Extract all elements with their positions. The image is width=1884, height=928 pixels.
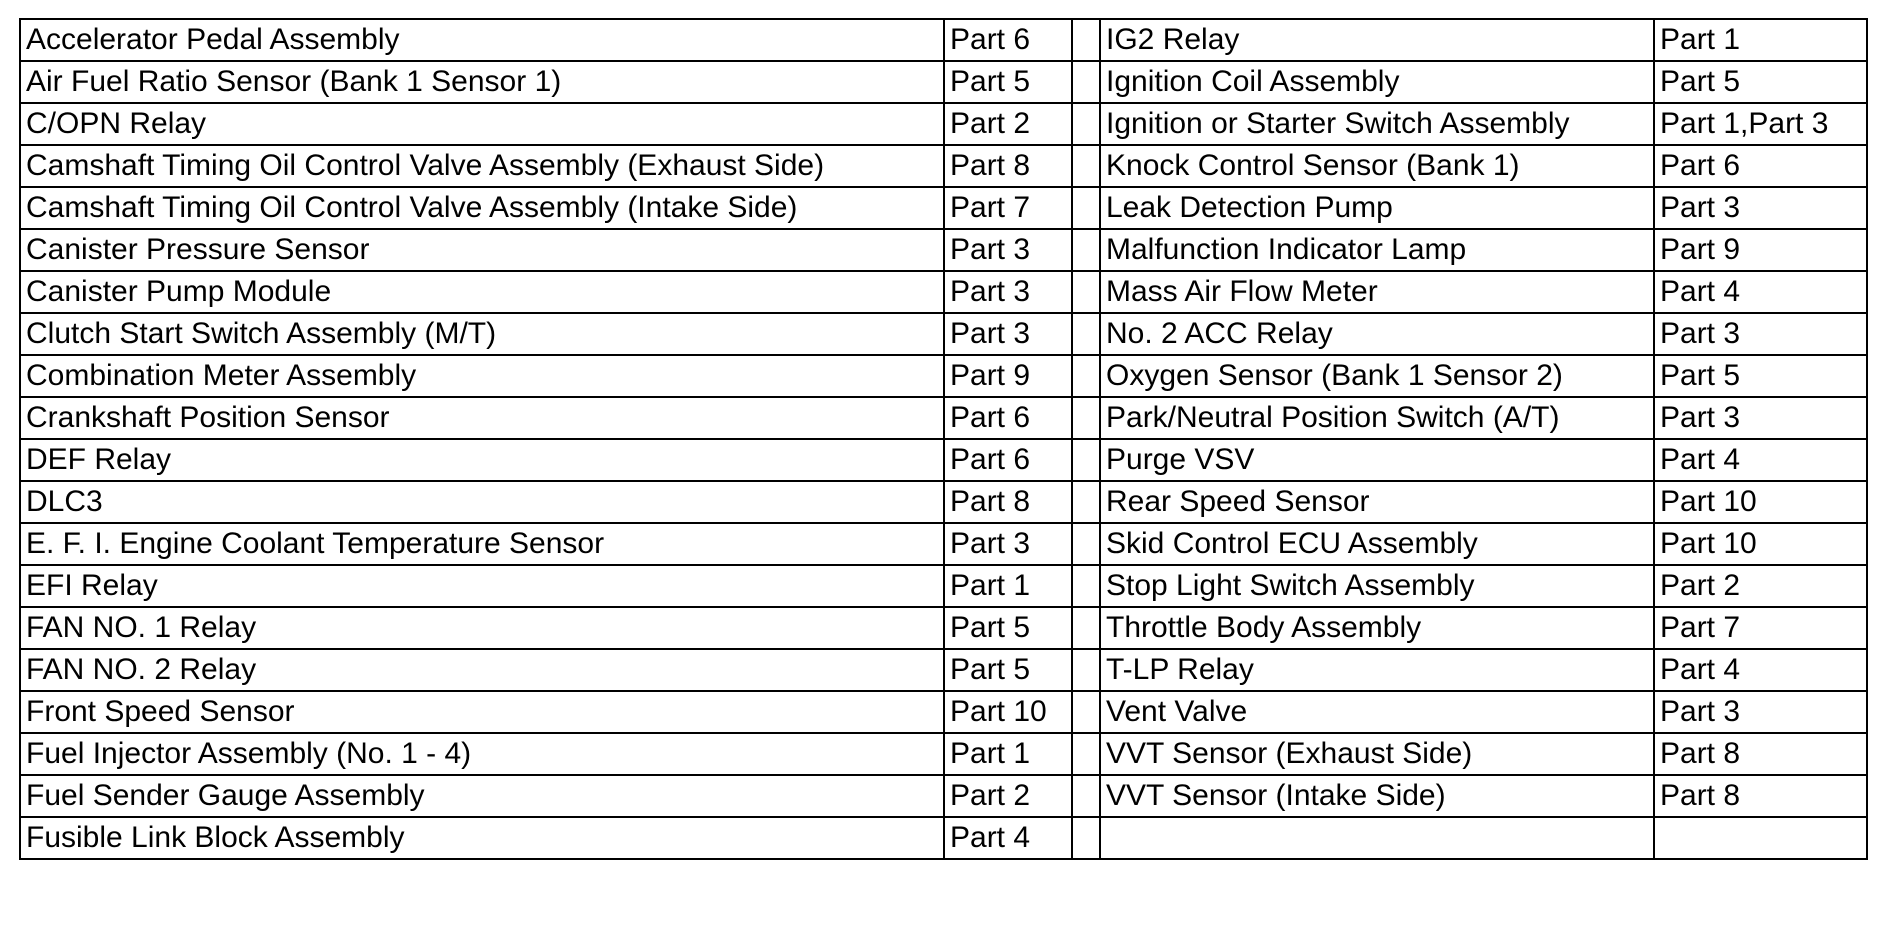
table-row <box>20 523 1867 565</box>
right-part-ref: Part 10 <box>1654 523 1867 565</box>
table-body <box>20 19 1867 859</box>
right-part-ref: Part 5 <box>1654 61 1867 103</box>
left-part-ref: Part 3 <box>944 271 1072 313</box>
left-part-ref: Part 2 <box>944 775 1072 817</box>
column-gap <box>1072 817 1100 859</box>
right-component-name: Vent Valve <box>1100 691 1654 733</box>
column-gap <box>1072 733 1100 775</box>
table-row <box>20 691 1867 733</box>
left-part-ref: Part 1 <box>944 733 1072 775</box>
right-component-name: Malfunction Indicator Lamp <box>1100 229 1654 271</box>
table-row <box>20 775 1867 817</box>
left-part-ref: Part 6 <box>944 397 1072 439</box>
table-row <box>20 565 1867 607</box>
left-component-name: Fusible Link Block Assembly <box>20 817 944 859</box>
left-component-name: Accelerator Pedal Assembly <box>20 19 944 61</box>
right-part-ref: Part 7 <box>1654 607 1867 649</box>
left-part-ref: Part 7 <box>944 187 1072 229</box>
left-component-name: Clutch Start Switch Assembly (M/T) <box>20 313 944 355</box>
table-row <box>20 229 1867 271</box>
column-gap <box>1072 187 1100 229</box>
table-row <box>20 481 1867 523</box>
left-part-ref: Part 3 <box>944 313 1072 355</box>
column-gap <box>1072 397 1100 439</box>
column-gap <box>1072 775 1100 817</box>
left-component-name: Camshaft Timing Oil Control Valve Assembly (Intake Side) <box>20 187 944 229</box>
right-part-ref: Part 3 <box>1654 397 1867 439</box>
left-part-ref: Part 5 <box>944 61 1072 103</box>
left-component-name: Fuel Injector Assembly (No. 1 - 4) <box>20 733 944 775</box>
table-row <box>20 187 1867 229</box>
right-component-name: Knock Control Sensor (Bank 1) <box>1100 145 1654 187</box>
table-row <box>20 103 1867 145</box>
component-index-table <box>19 18 1868 860</box>
column-gap <box>1072 607 1100 649</box>
right-component-name: Stop Light Switch Assembly <box>1100 565 1654 607</box>
column-gap <box>1072 61 1100 103</box>
right-component-name: No. 2 ACC Relay <box>1100 313 1654 355</box>
right-component-name: VVT Sensor (Intake Side) <box>1100 775 1654 817</box>
column-gap <box>1072 523 1100 565</box>
column-gap <box>1072 691 1100 733</box>
left-part-ref: Part 1 <box>944 565 1072 607</box>
table-row <box>20 649 1867 691</box>
left-part-ref: Part 3 <box>944 523 1072 565</box>
right-component-name: Leak Detection Pump <box>1100 187 1654 229</box>
right-part-ref: Part 3 <box>1654 691 1867 733</box>
right-part-ref: Part 10 <box>1654 481 1867 523</box>
right-component-name: Rear Speed Sensor <box>1100 481 1654 523</box>
column-gap <box>1072 649 1100 691</box>
left-part-ref: Part 3 <box>944 229 1072 271</box>
right-component-name: Mass Air Flow Meter <box>1100 271 1654 313</box>
left-part-ref: Part 8 <box>944 145 1072 187</box>
column-gap <box>1072 271 1100 313</box>
right-part-ref: Part 3 <box>1654 313 1867 355</box>
left-part-ref: Part 8 <box>944 481 1072 523</box>
left-part-ref: Part 5 <box>944 607 1072 649</box>
right-part-ref: Part 5 <box>1654 355 1867 397</box>
column-gap <box>1072 565 1100 607</box>
left-part-ref: Part 5 <box>944 649 1072 691</box>
right-part-ref: Part 1 <box>1654 19 1867 61</box>
right-part-ref: Part 2 <box>1654 565 1867 607</box>
left-part-ref: Part 6 <box>944 19 1072 61</box>
column-gap <box>1072 229 1100 271</box>
right-part-ref: Part 4 <box>1654 649 1867 691</box>
right-component-name: IG2 Relay <box>1100 19 1654 61</box>
column-gap <box>1072 481 1100 523</box>
right-component-name: T-LP Relay <box>1100 649 1654 691</box>
left-component-name: Canister Pump Module <box>20 271 944 313</box>
left-component-name: Combination Meter Assembly <box>20 355 944 397</box>
table-row <box>20 817 1867 859</box>
right-component-name <box>1100 817 1654 859</box>
right-component-name: Ignition or Starter Switch Assembly <box>1100 103 1654 145</box>
right-part-ref: Part 9 <box>1654 229 1867 271</box>
left-part-ref: Part 9 <box>944 355 1072 397</box>
left-component-name: EFI Relay <box>20 565 944 607</box>
right-component-name: Oxygen Sensor (Bank 1 Sensor 2) <box>1100 355 1654 397</box>
column-gap <box>1072 103 1100 145</box>
table-row <box>20 313 1867 355</box>
right-part-ref: Part 8 <box>1654 775 1867 817</box>
left-component-name: FAN NO. 1 Relay <box>20 607 944 649</box>
left-component-name: FAN NO. 2 Relay <box>20 649 944 691</box>
right-component-name: Skid Control ECU Assembly <box>1100 523 1654 565</box>
right-part-ref: Part 6 <box>1654 145 1867 187</box>
left-component-name: DEF Relay <box>20 439 944 481</box>
left-part-ref: Part 10 <box>944 691 1072 733</box>
table-row <box>20 145 1867 187</box>
column-gap <box>1072 19 1100 61</box>
right-part-ref: Part 3 <box>1654 187 1867 229</box>
left-component-name: Air Fuel Ratio Sensor (Bank 1 Sensor 1) <box>20 61 944 103</box>
right-component-name: Purge VSV <box>1100 439 1654 481</box>
right-component-name: VVT Sensor (Exhaust Side) <box>1100 733 1654 775</box>
table-row <box>20 355 1867 397</box>
left-component-name: DLC3 <box>20 481 944 523</box>
right-part-ref: Part 4 <box>1654 271 1867 313</box>
table-row <box>20 733 1867 775</box>
right-component-name: Ignition Coil Assembly <box>1100 61 1654 103</box>
column-gap <box>1072 145 1100 187</box>
table-row <box>20 19 1867 61</box>
left-component-name: C/OPN Relay <box>20 103 944 145</box>
right-part-ref: Part 4 <box>1654 439 1867 481</box>
right-component-name: Throttle Body Assembly <box>1100 607 1654 649</box>
column-gap <box>1072 313 1100 355</box>
table-row <box>20 607 1867 649</box>
table-row <box>20 61 1867 103</box>
left-part-ref: Part 4 <box>944 817 1072 859</box>
right-part-ref: Part 8 <box>1654 733 1867 775</box>
column-gap <box>1072 439 1100 481</box>
right-part-ref <box>1654 817 1867 859</box>
column-gap <box>1072 355 1100 397</box>
right-component-name: Park/Neutral Position Switch (A/T) <box>1100 397 1654 439</box>
left-component-name: Canister Pressure Sensor <box>20 229 944 271</box>
left-part-ref: Part 6 <box>944 439 1072 481</box>
left-component-name: Front Speed Sensor <box>20 691 944 733</box>
left-part-ref: Part 2 <box>944 103 1072 145</box>
left-component-name: Camshaft Timing Oil Control Valve Assembly (Exhaust Side) <box>20 145 944 187</box>
right-part-ref: Part 1,Part 3 <box>1654 103 1867 145</box>
left-component-name: Fuel Sender Gauge Assembly <box>20 775 944 817</box>
table-row <box>20 439 1867 481</box>
left-component-name: E. F. I. Engine Coolant Temperature Sensor <box>20 523 944 565</box>
table-row <box>20 271 1867 313</box>
left-component-name: Crankshaft Position Sensor <box>20 397 944 439</box>
table-row <box>20 397 1867 439</box>
